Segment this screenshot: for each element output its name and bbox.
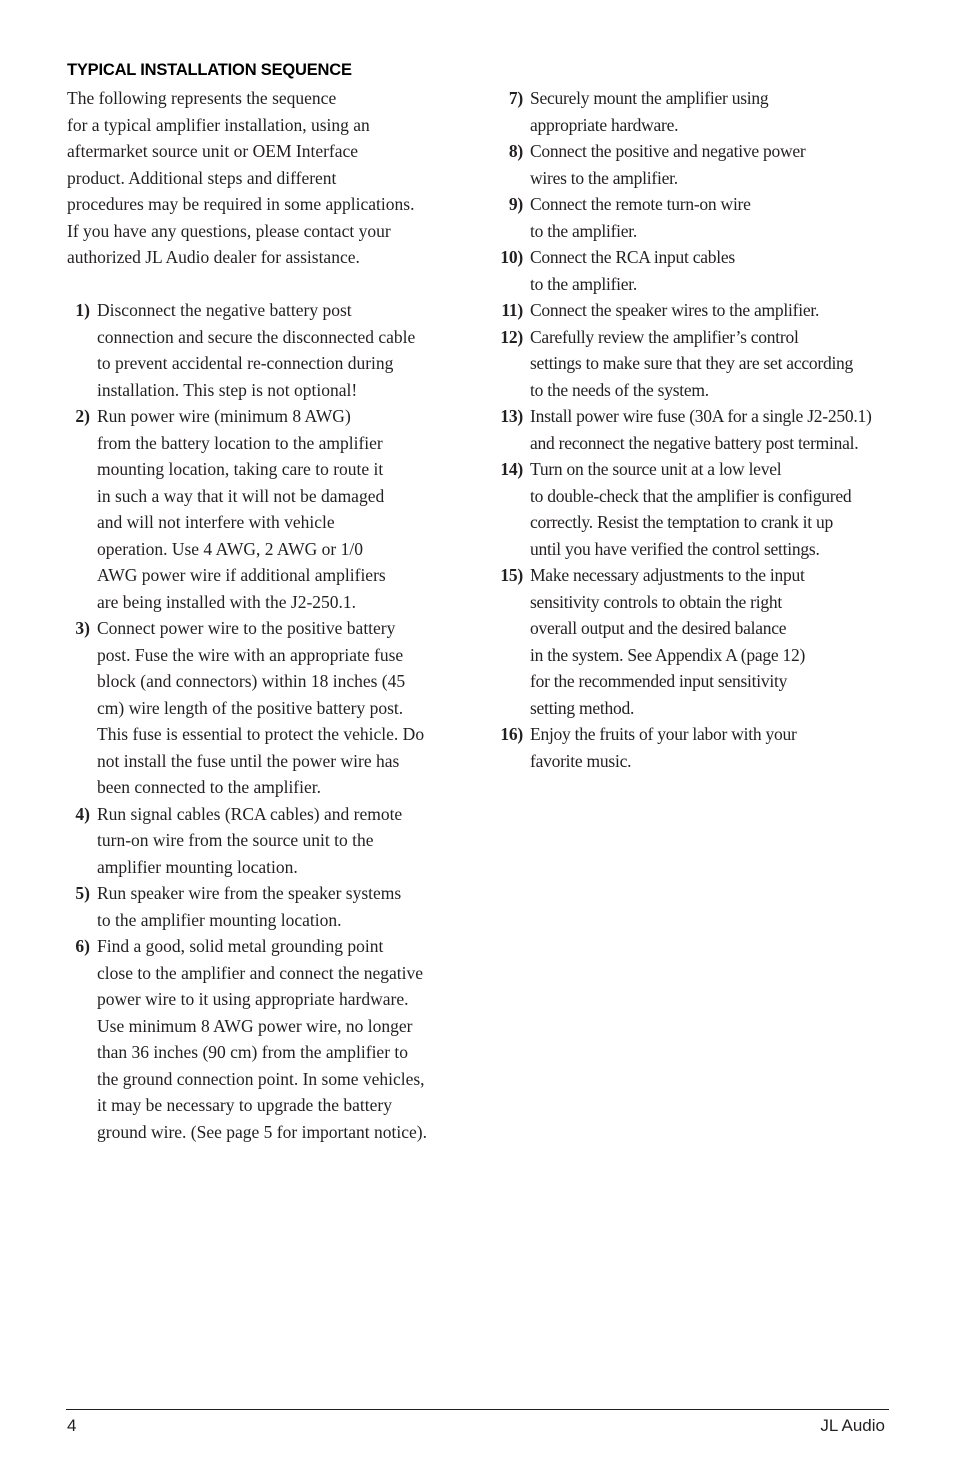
step-text: Make necessary adjustments to the input sensitivity controls to obtain the right overall output and the desired balance in the system. See Appendix A (page 12) for the recommended input sensitivity setting method. (530, 565, 806, 718)
step-number: 16) (500, 724, 523, 744)
step-number: 10) (500, 247, 523, 267)
step-text: Run power wire (minimum 8 AWG) from the battery location to the amplifier mounting location, taking care to route it in such a way that it will not be damaged and will not interfere with vehicle operation. Use 4 AWG, 2 AWG or 1/0 AWG power wire if additional amplifiers are being installed with the J2-250.1. (97, 406, 386, 612)
step-text: Connect the remote turn-on wire to the amplifier. (530, 194, 751, 241)
step-item (75, 297, 467, 403)
page-number: 4 (67, 1416, 77, 1435)
step-text: Connect power wire to the positive battery post. Fuse the wire with an appropriate fuse block (and connectors) within 18 inches (45 cm) wire length of the positive battery post. This fuse is essential to protect the vehicle. Do not install the fuse until the power wire has been connected to the amplifier. (97, 618, 425, 797)
footer-brand: JL Audio (820, 1416, 885, 1435)
step-text: Securely mount the amplifier using appropriate hardware. (530, 88, 769, 135)
step-number: 6) (75, 936, 90, 956)
step-item (500, 562, 895, 721)
step-number: 11) (501, 300, 523, 320)
steps-list-left (75, 297, 467, 1145)
step-item (500, 244, 895, 297)
footer-divider (66, 1409, 889, 1410)
step-item (75, 880, 467, 933)
step-number: 15) (500, 565, 523, 585)
step-number: 13) (500, 406, 523, 426)
step-number: 7) (508, 88, 523, 108)
step-text: Connect the RCA input cables to the amplifier. (530, 247, 735, 294)
step-number: 2) (75, 406, 90, 426)
step-item (500, 403, 895, 456)
step-text: Carefully review the amplifier’s control settings to make sure that they are set according to the needs of the system. (530, 326, 854, 400)
step-item (508, 85, 895, 138)
step-text: Disconnect the negative battery post connection and secure the disconnected cable to prevent accidental re-connection during installation. This step is not optional! (97, 300, 416, 400)
step-item (75, 615, 467, 801)
step-text: Connect the positive and negative power wires to the amplifier. (530, 141, 806, 188)
step-item (508, 138, 895, 191)
step-item (75, 933, 467, 1145)
steps-list-right (500, 85, 895, 774)
step-text: Turn on the source unit at a low level to double-check that the amplifier is configured correctly. Resist the temptation to crank it up until you have verified the control settings. (530, 459, 852, 559)
step-item (500, 324, 895, 404)
step-item (75, 403, 467, 615)
step-number: 8) (508, 141, 523, 161)
step-number: 4) (75, 803, 90, 824)
step-number: 9) (508, 194, 523, 214)
intro-paragraph: The following represents the sequence for a typical amplifier installation, using an aftermarket source unit or OEM Interface product. Additional steps and different procedures may be required in some applications. If you have any questions, please contact your authorized JL Audio dealer for assistance. (67, 88, 415, 267)
step-item (508, 191, 895, 244)
step-text: Install power wire fuse (30A for a single J2-250.1) and reconnect the negative battery post terminal. (530, 406, 872, 453)
step-text: Enjoy the fruits of your labor with your favorite music. (530, 724, 797, 771)
section-heading: TYPICAL INSTALLATION SEQUENCE (67, 61, 352, 79)
step-number: 3) (75, 618, 90, 638)
step-text: Run signal cables (RCA cables) and remote turn-on wire from the source unit to the amplifier mounting location. (97, 803, 403, 877)
step-item (500, 721, 895, 774)
step-item (501, 297, 895, 324)
step-item (500, 456, 895, 562)
step-number: 14) (500, 459, 523, 479)
step-number: 12) (500, 326, 523, 347)
step-number: 5) (75, 883, 90, 903)
step-text: Run speaker wire from the speaker systems to the amplifier mounting location. (97, 883, 402, 930)
step-item (75, 801, 467, 881)
step-text: Find a good, solid metal grounding point close to the amplifier and connect the negative power wire to it using appropriate hardware. Use minimum 8 AWG power wire, no longer than 36 inches (90 cm) from the amplifier to the ground connection point. In some vehicles, it may be necessary to upgrade the battery ground wire. (See page 5 for important notice). (97, 936, 427, 1142)
step-text: Connect the speaker wires to the amplifier. (530, 300, 820, 320)
step-number: 1) (75, 300, 90, 320)
